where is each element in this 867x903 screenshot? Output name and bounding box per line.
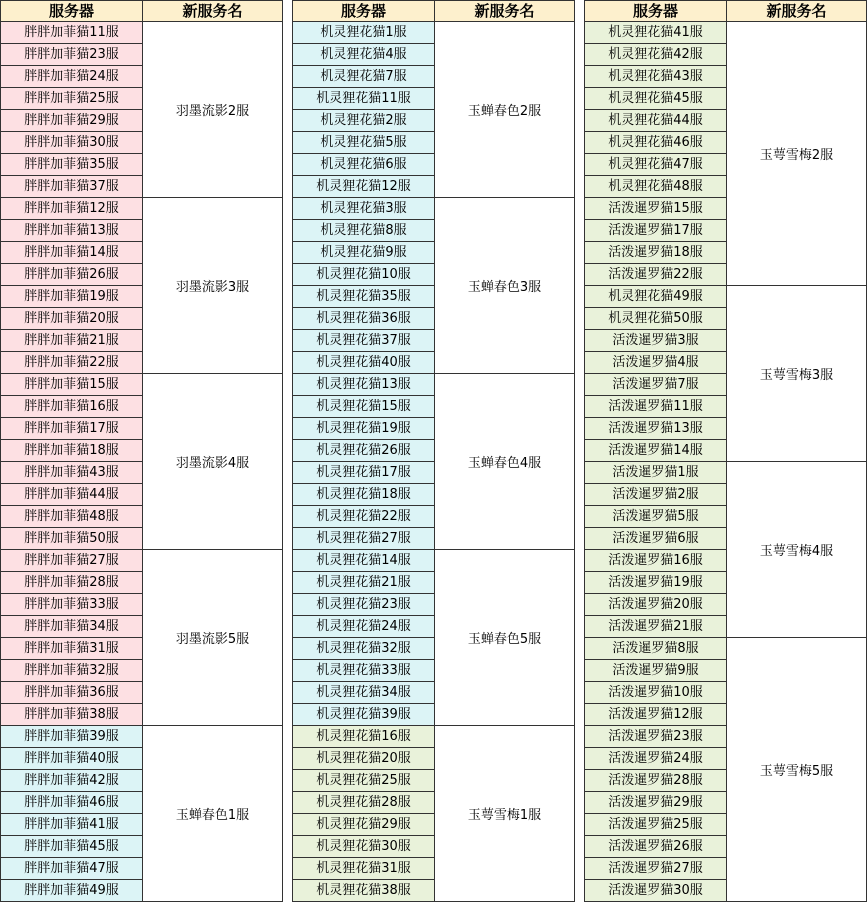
server-cell: 活泼暹罗猫1服 bbox=[584, 461, 727, 484]
server-cell: 胖胖加菲猫22服 bbox=[0, 351, 143, 374]
server-cell: 活泼暹罗猫17服 bbox=[584, 219, 727, 242]
server-cell: 胖胖加菲猫37服 bbox=[0, 175, 143, 198]
new-server-name-cell: 羽墨流影4服 bbox=[142, 373, 283, 550]
server-cell: 机灵狸花猫48服 bbox=[584, 175, 727, 198]
server-cell: 机灵狸花猫7服 bbox=[292, 65, 435, 88]
server-cell: 胖胖加菲猫40服 bbox=[0, 747, 143, 770]
server-cell: 胖胖加菲猫28服 bbox=[0, 571, 143, 594]
server-cell: 活泼暹罗猫4服 bbox=[584, 351, 727, 374]
server-cell: 机灵狸花猫6服 bbox=[292, 153, 435, 176]
server-cell: 机灵狸花猫36服 bbox=[292, 307, 435, 330]
server-cell: 机灵狸花猫30服 bbox=[292, 835, 435, 858]
server-cell: 活泼暹罗猫28服 bbox=[584, 769, 727, 792]
server-cell: 胖胖加菲猫26服 bbox=[0, 263, 143, 286]
server-cell: 机灵狸花猫50服 bbox=[584, 307, 727, 330]
server-cell: 机灵狸花猫45服 bbox=[584, 87, 727, 110]
server-cell: 胖胖加菲猫34服 bbox=[0, 615, 143, 638]
server-cell: 胖胖加菲猫47服 bbox=[0, 857, 143, 880]
header-new-name: 新服务名 bbox=[434, 0, 575, 22]
server-cell: 胖胖加菲猫11服 bbox=[0, 21, 143, 44]
server-cell: 胖胖加菲猫30服 bbox=[0, 131, 143, 154]
header-new-name: 新服务名 bbox=[726, 0, 867, 22]
new-server-name-cell: 玉蝉春色4服 bbox=[434, 373, 575, 550]
server-cell: 机灵狸花猫17服 bbox=[292, 461, 435, 484]
server-cell: 胖胖加菲猫24服 bbox=[0, 65, 143, 88]
server-cell: 活泼暹罗猫9服 bbox=[584, 659, 727, 682]
new-server-name-cell: 羽墨流影5服 bbox=[142, 549, 283, 726]
server-cell: 机灵狸花猫33服 bbox=[292, 659, 435, 682]
server-cell: 胖胖加菲猫20服 bbox=[0, 307, 143, 330]
server-cell: 机灵狸花猫21服 bbox=[292, 571, 435, 594]
server-cell: 机灵狸花猫19服 bbox=[292, 417, 435, 440]
new-server-name-cell: 玉萼雪梅4服 bbox=[726, 461, 867, 638]
server-cell: 胖胖加菲猫48服 bbox=[0, 505, 143, 528]
server-cell: 机灵狸花猫23服 bbox=[292, 593, 435, 616]
server-cell: 机灵狸花猫32服 bbox=[292, 637, 435, 660]
server-cell: 活泼暹罗猫11服 bbox=[584, 395, 727, 418]
server-cell: 胖胖加菲猫49服 bbox=[0, 879, 143, 902]
server-cell: 机灵狸花猫34服 bbox=[292, 681, 435, 704]
server-cell: 胖胖加菲猫16服 bbox=[0, 395, 143, 418]
server-cell: 胖胖加菲猫50服 bbox=[0, 527, 143, 550]
server-cell: 活泼暹罗猫2服 bbox=[584, 483, 727, 506]
server-cell: 机灵狸花猫37服 bbox=[292, 329, 435, 352]
server-cell: 机灵狸花猫13服 bbox=[292, 373, 435, 396]
server-cell: 活泼暹罗猫3服 bbox=[584, 329, 727, 352]
server-cell: 机灵狸花猫24服 bbox=[292, 615, 435, 638]
header-server: 服务器 bbox=[584, 0, 727, 22]
server-cell: 活泼暹罗猫23服 bbox=[584, 725, 727, 748]
server-cell: 机灵狸花猫29服 bbox=[292, 813, 435, 836]
server-cell: 活泼暹罗猫13服 bbox=[584, 417, 727, 440]
server-cell: 机灵狸花猫4服 bbox=[292, 43, 435, 66]
server-cell: 活泼暹罗猫16服 bbox=[584, 549, 727, 572]
server-cell: 机灵狸花猫47服 bbox=[584, 153, 727, 176]
server-cell: 机灵狸花猫10服 bbox=[292, 263, 435, 286]
server-cell: 胖胖加菲猫31服 bbox=[0, 637, 143, 660]
server-cell: 胖胖加菲猫33服 bbox=[0, 593, 143, 616]
new-server-name-cell: 羽墨流影2服 bbox=[142, 21, 283, 198]
new-server-name-cell: 玉萼雪梅1服 bbox=[434, 725, 575, 902]
server-cell: 胖胖加菲猫14服 bbox=[0, 241, 143, 264]
server-cell: 活泼暹罗猫15服 bbox=[584, 197, 727, 220]
server-cell: 胖胖加菲猫12服 bbox=[0, 197, 143, 220]
server-cell: 活泼暹罗猫19服 bbox=[584, 571, 727, 594]
server-cell: 机灵狸花猫1服 bbox=[292, 21, 435, 44]
server-cell: 机灵狸花猫43服 bbox=[584, 65, 727, 88]
server-cell: 活泼暹罗猫6服 bbox=[584, 527, 727, 550]
server-cell: 活泼暹罗猫29服 bbox=[584, 791, 727, 814]
server-cell: 机灵狸花猫11服 bbox=[292, 87, 435, 110]
new-server-name-cell: 玉萼雪梅2服 bbox=[726, 21, 867, 286]
server-cell: 活泼暹罗猫8服 bbox=[584, 637, 727, 660]
server-cell: 活泼暹罗猫25服 bbox=[584, 813, 727, 836]
server-cell: 机灵狸花猫44服 bbox=[584, 109, 727, 132]
server-cell: 胖胖加菲猫36服 bbox=[0, 681, 143, 704]
server-cell: 胖胖加菲猫29服 bbox=[0, 109, 143, 132]
server-cell: 机灵狸花猫35服 bbox=[292, 285, 435, 308]
server-cell: 活泼暹罗猫30服 bbox=[584, 879, 727, 902]
server-cell: 胖胖加菲猫42服 bbox=[0, 769, 143, 792]
server-cell: 胖胖加菲猫41服 bbox=[0, 813, 143, 836]
server-cell: 机灵狸花猫2服 bbox=[292, 109, 435, 132]
server-cell: 胖胖加菲猫13服 bbox=[0, 219, 143, 242]
server-cell: 胖胖加菲猫19服 bbox=[0, 285, 143, 308]
server-cell: 机灵狸花猫31服 bbox=[292, 857, 435, 880]
server-cell: 机灵狸花猫8服 bbox=[292, 219, 435, 242]
server-cell: 机灵狸花猫9服 bbox=[292, 241, 435, 264]
server-cell: 活泼暹罗猫14服 bbox=[584, 439, 727, 462]
server-cell: 机灵狸花猫39服 bbox=[292, 703, 435, 726]
server-cell: 机灵狸花猫46服 bbox=[584, 131, 727, 154]
server-cell: 机灵狸花猫16服 bbox=[292, 725, 435, 748]
server-cell: 活泼暹罗猫12服 bbox=[584, 703, 727, 726]
server-cell: 机灵狸花猫14服 bbox=[292, 549, 435, 572]
server-cell: 胖胖加菲猫43服 bbox=[0, 461, 143, 484]
server-cell: 机灵狸花猫25服 bbox=[292, 769, 435, 792]
server-cell: 机灵狸花猫42服 bbox=[584, 43, 727, 66]
new-server-name-cell: 玉蝉春色5服 bbox=[434, 549, 575, 726]
new-server-name-cell: 玉萼雪梅5服 bbox=[726, 637, 867, 902]
header-new-name: 新服务名 bbox=[142, 0, 283, 22]
server-cell: 活泼暹罗猫22服 bbox=[584, 263, 727, 286]
server-cell: 胖胖加菲猫32服 bbox=[0, 659, 143, 682]
server-cell: 胖胖加菲猫15服 bbox=[0, 373, 143, 396]
server-cell: 机灵狸花猫28服 bbox=[292, 791, 435, 814]
server-cell: 胖胖加菲猫21服 bbox=[0, 329, 143, 352]
server-cell: 机灵狸花猫26服 bbox=[292, 439, 435, 462]
server-cell: 机灵狸花猫41服 bbox=[584, 21, 727, 44]
server-cell: 活泼暹罗猫24服 bbox=[584, 747, 727, 770]
server-cell: 机灵狸花猫49服 bbox=[584, 285, 727, 308]
server-cell: 胖胖加菲猫35服 bbox=[0, 153, 143, 176]
server-cell: 机灵狸花猫5服 bbox=[292, 131, 435, 154]
server-cell: 胖胖加菲猫18服 bbox=[0, 439, 143, 462]
server-cell: 胖胖加菲猫45服 bbox=[0, 835, 143, 858]
new-server-name-cell: 玉蝉春色2服 bbox=[434, 21, 575, 198]
server-cell: 活泼暹罗猫18服 bbox=[584, 241, 727, 264]
server-cell: 活泼暹罗猫10服 bbox=[584, 681, 727, 704]
server-cell: 胖胖加菲猫17服 bbox=[0, 417, 143, 440]
server-cell: 机灵狸花猫12服 bbox=[292, 175, 435, 198]
server-cell: 活泼暹罗猫26服 bbox=[584, 835, 727, 858]
server-cell: 胖胖加菲猫27服 bbox=[0, 549, 143, 572]
server-cell: 机灵狸花猫15服 bbox=[292, 395, 435, 418]
new-server-name-cell: 玉蝉春色1服 bbox=[142, 725, 283, 902]
new-server-name-cell: 羽墨流影3服 bbox=[142, 197, 283, 374]
server-cell: 机灵狸花猫40服 bbox=[292, 351, 435, 374]
server-cell: 胖胖加菲猫39服 bbox=[0, 725, 143, 748]
server-cell: 胖胖加菲猫46服 bbox=[0, 791, 143, 814]
server-cell: 机灵狸花猫38服 bbox=[292, 879, 435, 902]
new-server-name-cell: 玉萼雪梅3服 bbox=[726, 285, 867, 462]
server-cell: 机灵狸花猫22服 bbox=[292, 505, 435, 528]
header-server: 服务器 bbox=[0, 0, 143, 22]
server-cell: 活泼暹罗猫21服 bbox=[584, 615, 727, 638]
server-cell: 机灵狸花猫3服 bbox=[292, 197, 435, 220]
server-cell: 活泼暹罗猫5服 bbox=[584, 505, 727, 528]
server-cell: 胖胖加菲猫25服 bbox=[0, 87, 143, 110]
server-cell: 活泼暹罗猫20服 bbox=[584, 593, 727, 616]
server-cell: 胖胖加菲猫38服 bbox=[0, 703, 143, 726]
new-server-name-cell: 玉蝉春色3服 bbox=[434, 197, 575, 374]
server-cell: 活泼暹罗猫27服 bbox=[584, 857, 727, 880]
server-cell: 胖胖加菲猫23服 bbox=[0, 43, 143, 66]
server-cell: 机灵狸花猫27服 bbox=[292, 527, 435, 550]
server-cell: 机灵狸花猫18服 bbox=[292, 483, 435, 506]
server-cell: 机灵狸花猫20服 bbox=[292, 747, 435, 770]
header-server: 服务器 bbox=[292, 0, 435, 22]
server-cell: 活泼暹罗猫7服 bbox=[584, 373, 727, 396]
server-cell: 胖胖加菲猫44服 bbox=[0, 483, 143, 506]
